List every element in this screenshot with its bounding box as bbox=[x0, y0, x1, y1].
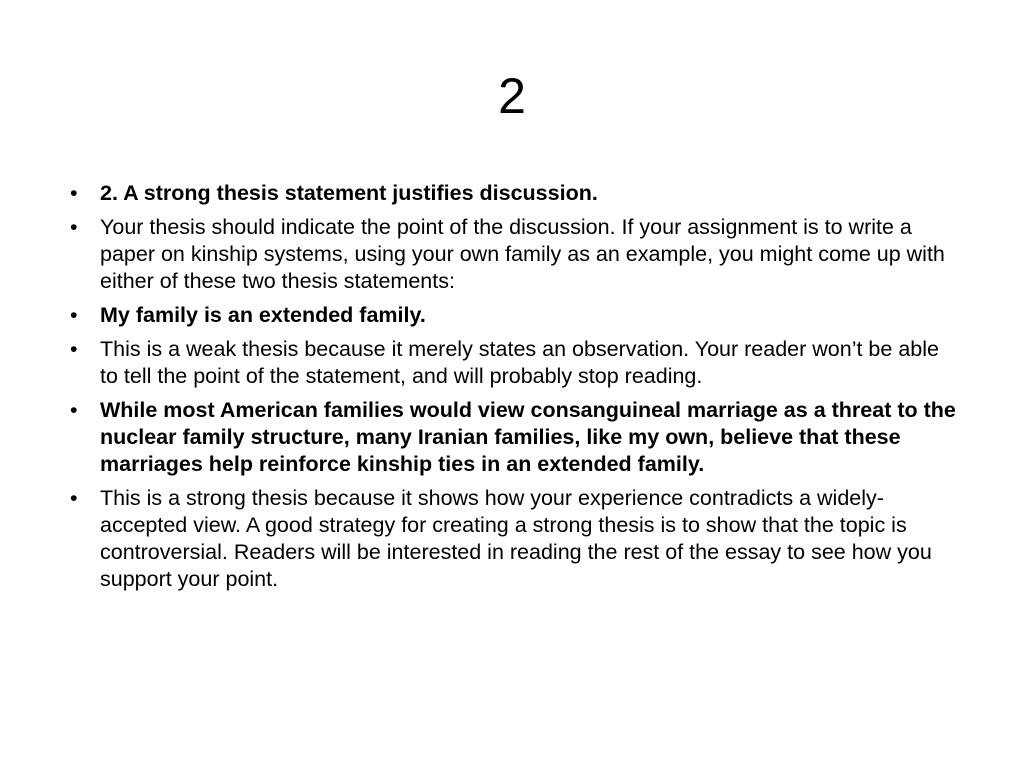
bullet-dot-icon: • bbox=[70, 486, 78, 510]
bullet-item bbox=[70, 214, 960, 295]
bullet-text: 2. A strong thesis statement justifies discussion. bbox=[100, 181, 598, 205]
slide-title: 2 bbox=[498, 68, 526, 124]
bullet-dot-icon: • bbox=[70, 398, 78, 422]
bullet-dot-icon: • bbox=[70, 303, 78, 327]
bullet-item bbox=[70, 397, 960, 478]
bullet-item bbox=[70, 302, 960, 329]
bullet-dot-icon: • bbox=[70, 181, 78, 205]
bullet-item bbox=[70, 485, 960, 593]
bullet-text: While most American families would view consanguineal marriage as a threat to the nuclear family structure, many Iranian families, like my own, believe that these marriages help reinforce kinship ties in an extended family. bbox=[100, 398, 956, 476]
bullet-text: This is a strong thesis because it shows how your experience contradicts a widely-accepted view. A good strategy for creating a strong thesis is to show that the topic is controversial. Readers will be interested in reading the rest of the essay to see how you support your point. bbox=[100, 486, 932, 591]
bullet-text: This is a weak thesis because it merely states an observation. Your reader won’t be able to tell the point of the statement, and will probably stop reading. bbox=[100, 337, 939, 388]
bullet-text: Your thesis should indicate the point of the discussion. If your assignment is to write a paper on kinship systems, using your own family as an example, you might come up with either of these two thesis statements: bbox=[100, 215, 945, 293]
bullet-item bbox=[70, 336, 960, 390]
bullet-item bbox=[70, 180, 960, 207]
bullet-list bbox=[70, 180, 960, 600]
bullet-dot-icon: • bbox=[70, 215, 78, 239]
bullet-text: My family is an extended family. bbox=[100, 303, 426, 327]
bullet-dot-icon: • bbox=[70, 337, 78, 361]
